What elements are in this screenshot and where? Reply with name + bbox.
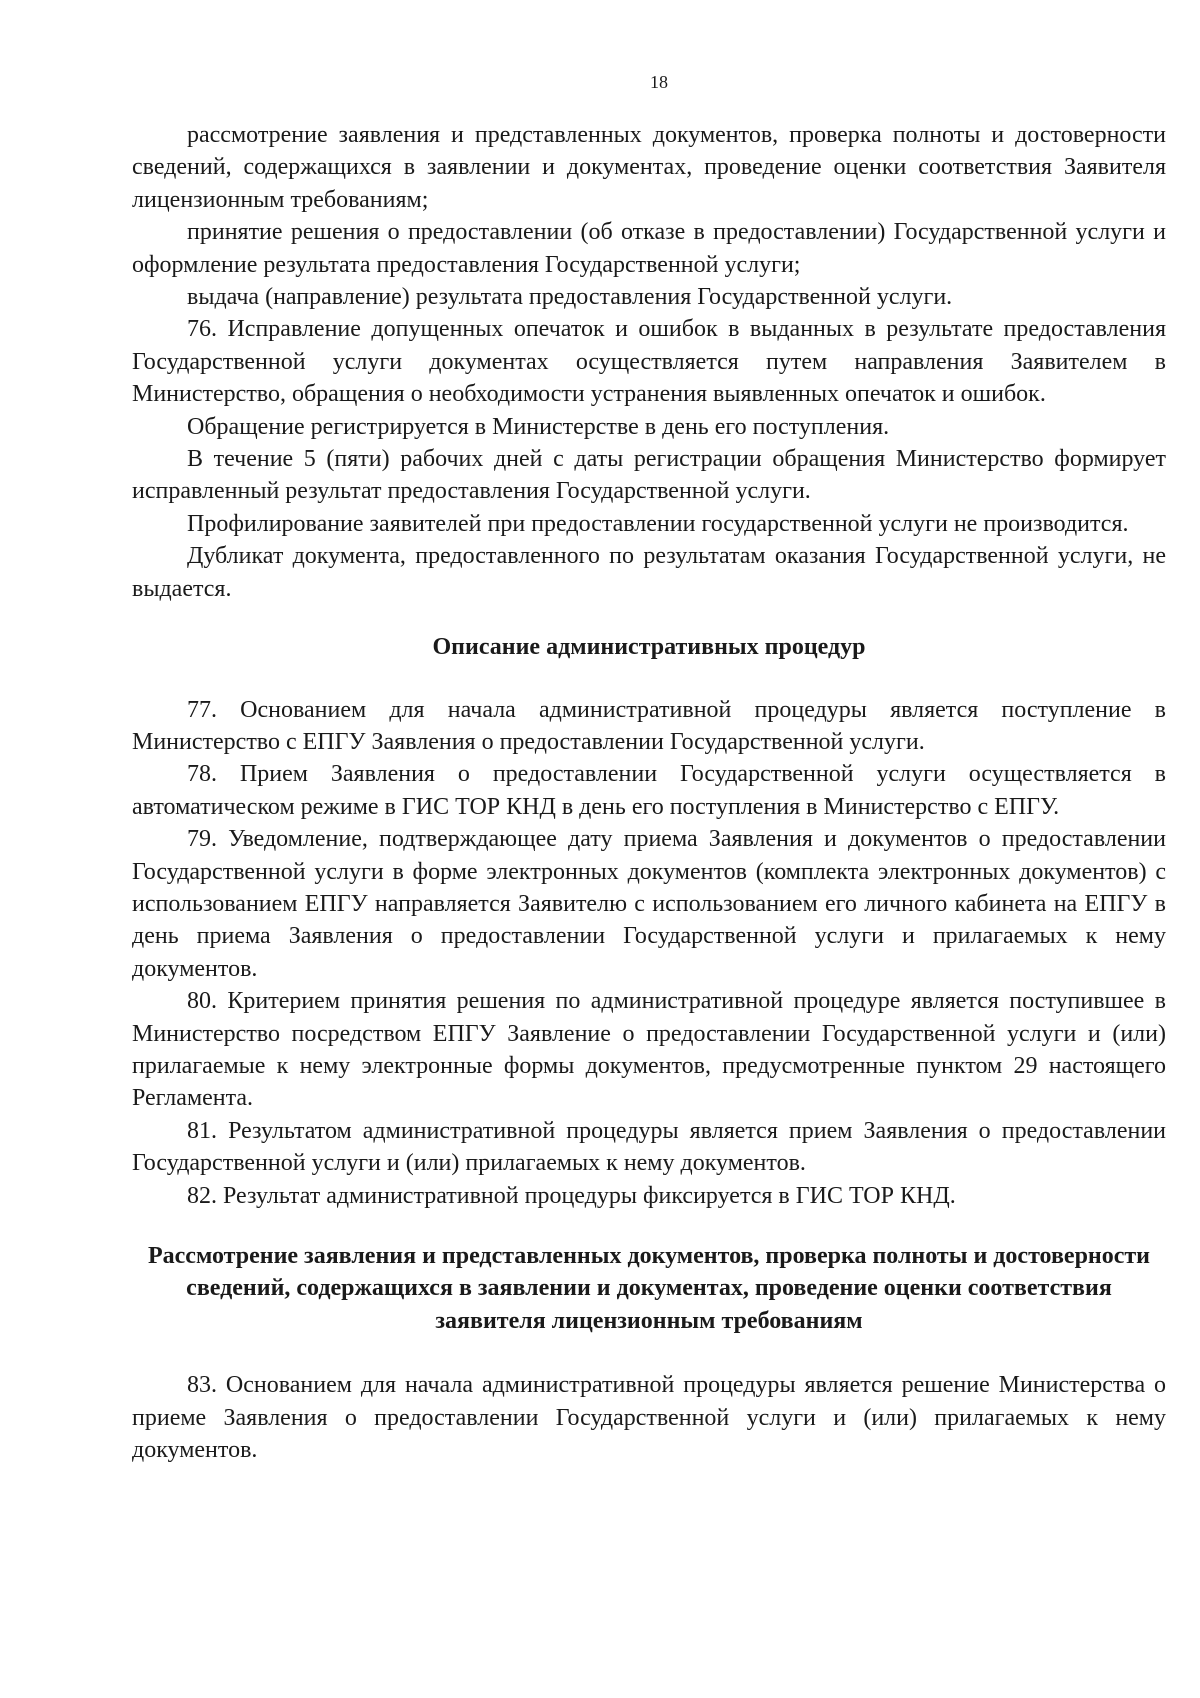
paragraph-81: 81. Результатом административной процедуры является прием Заявления о предоставлении Государственной услуги и (или) прилагаемых к нему документов. (132, 1117, 1166, 1177)
paragraph-77: 77. Основанием для начала административной процедуры является поступление в Министерство с ЕПГУ Заявления о предоставлении Государственной услуги. (132, 696, 1166, 755)
paragraph-correction-term: В течение 5 (пяти) рабочих дней с даты регистрации обращения Министерство формирует исправленный результат предоставления Государственной услуги. (132, 446, 1166, 505)
paragraph-83: 83. Основанием для начала административной процедуры является решение Министерства о приеме Заявления о предоставлении Государственной услуги и (или) прилагаемых к нему документов. (132, 1372, 1166, 1464)
paragraph-78: 78. Прием Заявления о предоставлении Государственной услуги осуществляется в автоматическом режиме в ГИС ТОР КНД в день его поступления в Министерство с ЕПГУ. (132, 761, 1166, 820)
paragraph-issuance: выдача (направление) результата предоставления Государственной услуги. (187, 284, 953, 311)
page-number: 18 (650, 72, 668, 92)
paragraph-duplicate: Дубликат документа, предоставленного по результатам оказания Государственной услуги, не выдается. (132, 543, 1166, 602)
paragraph-profiling: Профилирование заявителей при предоставлении государственной услуги не производится. (187, 510, 1129, 537)
paragraph-79: 79. Уведомление, подтверждающее дату приема Заявления и документов о предоставлении Государственной услуги в форме электронных документов (комплекта электронных документов) с использованием ЕПГУ направляется Заявителю с использованием его личного кабинета на ЕПГУ в день приема Заявления о предоставлении Государственной услуги и прилагаемых к нему документов. (132, 826, 1166, 982)
section-heading-review: Рассмотрение заявления и представленных документов, проверка полноты и достоверности сведений, содержащихся в заявлении и документах, проведение оценки соответствия заявителя лицензионным требованиям (147, 1243, 1151, 1334)
document-page (132, 72, 1166, 1466)
paragraph-review-statement: рассмотрение заявления и представленных документов, проверка полноты и достоверности сведений, содержащихся в заявлении и документах, проведение оценки соответствия Заявителя лицензионным требованиям; (132, 122, 1166, 213)
paragraph-appeal-registration: Обращение регистрируется в Министерстве в день его поступления. (187, 413, 890, 440)
paragraph-76: 76. Исправление допущенных опечаток и ошибок в выданных в результате предоставления Государственной услуги документах осуществляется путем направления Заявителем в Министерство, обращения о необходимости устранения выявленных опечаток и ошибок. (132, 316, 1166, 408)
paragraph-82: 82. Результат административной процедуры фиксируется в ГИС ТОР КНД. (187, 1182, 956, 1209)
paragraph-80: 80. Критерием принятия решения по административной процедуре является поступившее в Министерство посредством ЕПГУ Заявление о предоставлении Государственной услуги и (или) прилагаемые к нему электронные формы документов, предусмотренные пунктом 29 настоящего Регламента. (132, 988, 1166, 1112)
paragraph-decision: принятие решения о предоставлении (об отказе в предоставлении) Государственной услуги и оформление результата предоставления Государственной услуги; (132, 219, 1166, 278)
section-heading-procedures: Описание административных процедур (432, 634, 866, 661)
